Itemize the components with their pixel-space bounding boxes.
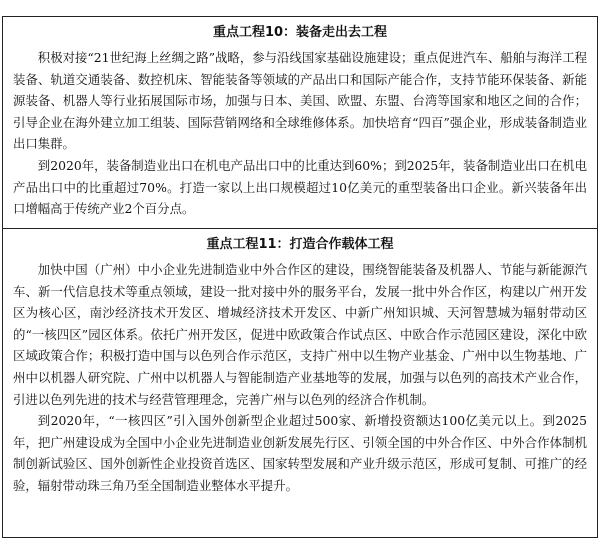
project-box-11: [2, 228, 598, 538]
section-paragraph: 加快中国（广州）中小企业先进制造业中外合作区的建设，围绕智能装备及机器人、节能与新能源汽车、新一代信息技术等重点领域，建设一批对接中外的服务平台，发展一批中外合作区，构建以广州开发区为核心区，南沙经济技术开发区、增城经济技术开发区、中新广州知识城、天河智慧城为辐射带动区的“一核四区”园区体系。依托广州开发区，促进中欧政策合作试点区、中欧合作示范园区建设，深化中欧区域政策合作；积极打造中国与以色列合作示范区，支持广州中以生物产业基金、广州中以生物基地、广州中以机器人研究院、广州中以机器人与智能制造产业基地等的发展，加强与以色列的高技术产业合作，引进以色列先进的技术与经营管理理念，完善广州与以色列的经济合作机制。: [13, 262, 587, 407]
section-paragraph: 积极对接“21世纪海上丝绸之路”战略，参与沿线国家基础设施建设；重点促进汽车、船舶与海洋工程装备、轨道交通装备、数控机床、智能装备等领域的产品出口和国际产能合作，支持节能环保装备、新能源装备、机器人等行业拓展国际市场，加强与日本、美国、欧盟、东盟、台湾等国家和地区之间的合作；引导企业在海外建立加工组装、国际营销网络和全球维修体系。加快培育“四百”强企业，形成装备制造业出口集群。: [13, 50, 587, 152]
section-title: 重点工程11：打造合作载体工程: [206, 237, 394, 252]
section-title: 重点工程10：装备走出去工程: [212, 25, 388, 40]
section-paragraph: 到2020年，装备制造业出口在机电产品出口中的比重达到60%；到2025年，装备制造业出口在机电产品出口中的比重超过70%。打造一家以上出口规模超过10亿美元的重型装备出口企业。新兴装备年出口增幅高于传统产业2个百分点。: [13, 157, 587, 217]
section-paragraph: 到2020年，“一核四区”引入国外创新型企业超过500家、新增投资额达100亿美元以上。到2025年，把广州建设成为全国中小企业先进制造业创新发展先行区、引领全国的中外合作区、中外合作体制机制创新试验区、国外创新性企业投资首选区、国家转型发展和产业升级示范区，形成可复制、可推广的经验，辐射带动珠三角乃至全国制造业整体水平提升。: [13, 413, 587, 493]
project-box-10: [2, 16, 598, 229]
